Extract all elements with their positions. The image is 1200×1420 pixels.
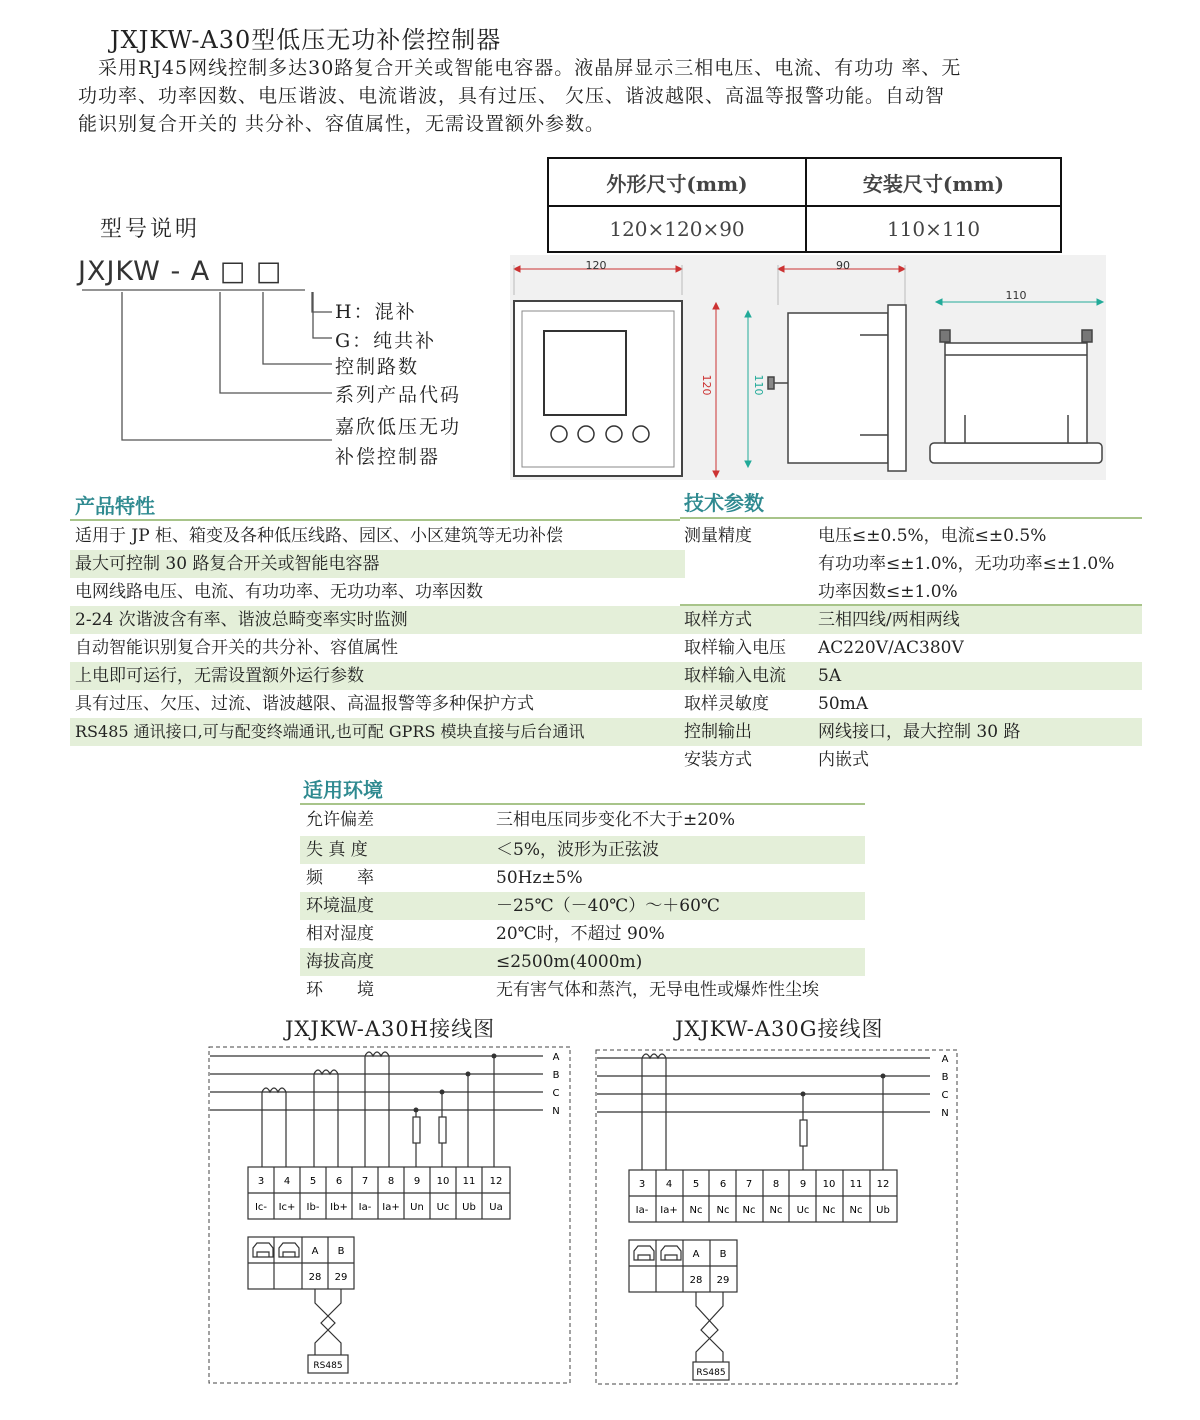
terminal-label: Nc [689, 1205, 703, 1216]
model-section-title: 型号说明 [100, 217, 201, 242]
page-title: JXJKW-A30型低压无功补偿控制器 [110, 26, 502, 54]
terminal-number: 8 [387, 1176, 395, 1187]
tech-value: 有功功率≤±1.0%，无功功率≤±1.0% [818, 554, 1115, 574]
terminal-number: 3 [638, 1179, 646, 1190]
intro-paragraph [78, 54, 1138, 138]
phase-label: B [552, 1070, 560, 1081]
model-label-h: H：混补 [335, 301, 417, 323]
env-row [300, 920, 865, 948]
tech-row [680, 522, 1142, 550]
model-code: JXJKW - A □ □ [78, 256, 283, 287]
front-view [514, 301, 682, 476]
terminal-label: Nc [742, 1205, 756, 1216]
tech-value: 5A [818, 666, 842, 686]
terminal-label: Ib- [306, 1202, 320, 1213]
dimension-value-mount: 110×110 [886, 217, 981, 241]
terminal-label: Uc [796, 1205, 810, 1216]
env-value: 50Hz±5% [496, 868, 583, 888]
env-label: 允许偏差 [306, 810, 374, 830]
intro-line: 能识别复合开关的 共分补、容值属性，无需设置额外参数。 [78, 113, 606, 135]
terminal-label: Ia- [358, 1202, 372, 1213]
dim-label-depth: 90 [836, 259, 850, 272]
terminal-label: Ic+ [278, 1202, 296, 1213]
wiring-diagram-g [595, 1048, 959, 1386]
tech-label: 取样灵敏度 [684, 694, 769, 714]
terminal-number: 9 [413, 1176, 421, 1187]
env-value: 20℃时，不超过 90% [496, 924, 665, 944]
model-leader-lines [70, 280, 340, 460]
dimension-header-mount: 安装尺寸(mm) [862, 171, 1005, 196]
env-title: 适用环境 [303, 778, 383, 802]
terminal-number: 8 [772, 1179, 780, 1190]
comm-terminal: 29 [334, 1272, 348, 1283]
comm-terminal: 29 [716, 1275, 730, 1286]
env-value: －25℃（－40℃）～＋60℃ [496, 896, 720, 916]
model-label-g: G：纯共补 [335, 330, 437, 352]
env-value: ≤2500m(4000m) [496, 952, 643, 972]
tech-label: 取样输入电流 [684, 666, 786, 686]
comm-terminal: A [692, 1249, 700, 1260]
feature-item: 自动智能识别复合开关的共分补、容值属性 [75, 638, 398, 658]
tech-row [680, 550, 1142, 578]
feature-item: 适用于 JP 柜、箱变及各种低压线路、园区、小区建筑等无功补偿 [75, 526, 564, 546]
tech-label: 测量精度 [684, 526, 752, 546]
terminal-label: Ib+ [330, 1202, 348, 1213]
env-row [300, 836, 865, 864]
env-label: 环境温度 [306, 896, 374, 916]
env-label: 海拔高度 [306, 952, 374, 972]
terminal-number: 9 [799, 1179, 807, 1190]
env-value: ＜5%，波形为正弦波 [496, 840, 659, 860]
env-row [300, 864, 865, 892]
tech-row [680, 746, 1142, 774]
terminal-label: Ic- [254, 1202, 268, 1213]
terminal-number: 4 [283, 1176, 291, 1187]
terminal-label: Ub [462, 1202, 476, 1213]
terminal-label: Ia- [635, 1205, 649, 1216]
dim-label-mount-width: 110 [1005, 289, 1027, 302]
intro-line: 功功率、功率因数、电压谐波、电流谐波，具有过压、 欠压、谐波越限、高温等报警功能。自动智 [78, 85, 946, 107]
tech-row [680, 634, 1142, 662]
intro-line: 采用RJ45网线控制多达30路复合开关或智能电容器。液晶屏显示三相电压、电流、有功功 率、无 [78, 57, 962, 79]
comm-terminal: 28 [308, 1272, 322, 1283]
comm-terminal: 28 [689, 1275, 703, 1286]
phase-label: A [941, 1054, 949, 1065]
feature-item: 2-24 次谐波含有率、谐波总畸变率实时监测 [70, 606, 685, 634]
phase-label: N [552, 1106, 560, 1117]
terminal-label: Uc [436, 1202, 450, 1213]
tech-row [680, 606, 1142, 634]
side-view [768, 305, 906, 471]
tech-row [680, 662, 1142, 690]
phase-label: B [941, 1072, 949, 1083]
terminal-number: 4 [665, 1179, 673, 1190]
env-label: 环 境 [306, 980, 374, 1000]
tech-value: AC220V/AC380V [818, 638, 964, 658]
terminal-number: 7 [361, 1176, 369, 1187]
dim-label-mount-height: 110 [752, 374, 765, 396]
terminal-number: 11 [462, 1176, 476, 1187]
product-drawing [510, 255, 1106, 480]
tech-label: 取样方式 [684, 610, 752, 630]
terminal-label: Nc [769, 1205, 783, 1216]
terminal-number: 7 [745, 1179, 753, 1190]
wiring-diagram-h [208, 1045, 572, 1385]
tech-title: 技术参数 [684, 491, 764, 515]
tech-label: 取样输入电压 [684, 638, 786, 658]
terminal-label: Nc [822, 1205, 836, 1216]
phase-label: C [941, 1090, 949, 1101]
dim-label-width: 120 [585, 259, 607, 272]
terminal-label: Ia+ [660, 1205, 678, 1216]
tech-row [680, 718, 1142, 746]
rs485-label: RS485 [313, 1361, 343, 1371]
feature-item: 具有过压、欠压、过流、谐波越限、高温报警等多种保护方式 [75, 694, 534, 714]
tech-value: 内嵌式 [818, 750, 869, 770]
rs485-label: RS485 [696, 1368, 726, 1378]
terminal-number: 5 [692, 1179, 700, 1190]
model-label-channels: 控制路数 [335, 356, 420, 378]
env-label: 失 真 度 [306, 840, 368, 860]
tech-row [680, 690, 1142, 718]
terminal-number: 6 [335, 1176, 343, 1187]
terminal-label: Ub [876, 1205, 890, 1216]
tech-value: 功率因数≤±1.0% [818, 582, 958, 602]
terminal-number: 12 [876, 1179, 890, 1190]
phase-label: N [941, 1108, 949, 1119]
env-label: 相对湿度 [306, 924, 374, 944]
terminal-label: Un [410, 1202, 424, 1213]
feature-item: 上电即可运行，无需设置额外运行参数 [70, 662, 685, 690]
tech-label: 安装方式 [684, 750, 752, 770]
wiring-h-title: JXJKW-A30H接线图 [285, 1017, 496, 1041]
terminal-number: 10 [436, 1176, 450, 1187]
terminal-number: 6 [719, 1179, 727, 1190]
top-view [930, 330, 1102, 463]
feature-item: 电网线路电压、电流、有功功率、无功功率、功率因数 [75, 582, 483, 602]
tech-value: 三相四线/两相两线 [818, 610, 960, 630]
comm-terminal: B [719, 1249, 727, 1260]
feature-item: RS485 通讯接口,可与配变终端通讯,也可配 GPRS 模块直接与后台通讯 [70, 718, 685, 746]
phase-label: C [552, 1088, 560, 1099]
wiring-g-title: JXJKW-A30G接线图 [675, 1017, 884, 1041]
env-value: 无有害气体和蒸汽，无导电性或爆炸性尘埃 [496, 980, 819, 1000]
tech-label: 控制输出 [684, 722, 752, 742]
model-label-name: 嘉欣低压无功 [335, 416, 462, 438]
env-label: 频 率 [306, 868, 374, 888]
env-row [300, 976, 865, 1004]
terminal-number: 5 [309, 1176, 317, 1187]
dim-label-height: 120 [700, 374, 713, 396]
tech-value: 网线接口，最大控制 30 路 [818, 722, 1021, 742]
tech-row [680, 578, 1142, 606]
env-row [300, 892, 865, 920]
terminal-label: Nc [716, 1205, 730, 1216]
model-label-series: 系列产品代码 [335, 384, 462, 406]
dimension-table [547, 157, 1062, 253]
comm-terminal: B [337, 1246, 345, 1257]
tech-value: 50mA [818, 694, 869, 714]
terminal-number: 12 [489, 1176, 503, 1187]
features-title: 产品特性 [75, 494, 155, 518]
model-label-name-cont: 补偿控制器 [335, 446, 441, 468]
dimension-value-outer: 120×120×90 [609, 217, 745, 241]
env-value: 三相电压同步变化不大于±20% [496, 810, 736, 830]
terminal-number: 11 [849, 1179, 863, 1190]
terminal-label: Nc [849, 1205, 863, 1216]
terminal-number: 3 [257, 1176, 265, 1187]
comm-terminal: A [311, 1246, 319, 1257]
terminal-label: Ua [489, 1202, 503, 1213]
terminal-label: Ia+ [382, 1202, 400, 1213]
dimension-header-outer: 外形尺寸(mm) [606, 171, 748, 196]
env-row [300, 948, 865, 976]
feature-item: 最大可控制 30 路复合开关或智能电容器 [70, 550, 685, 578]
terminal-number: 10 [822, 1179, 836, 1190]
phase-label: A [552, 1052, 560, 1063]
tech-value: 电压≤±0.5%，电流≤±0.5% [818, 526, 1047, 546]
env-row [300, 806, 865, 834]
